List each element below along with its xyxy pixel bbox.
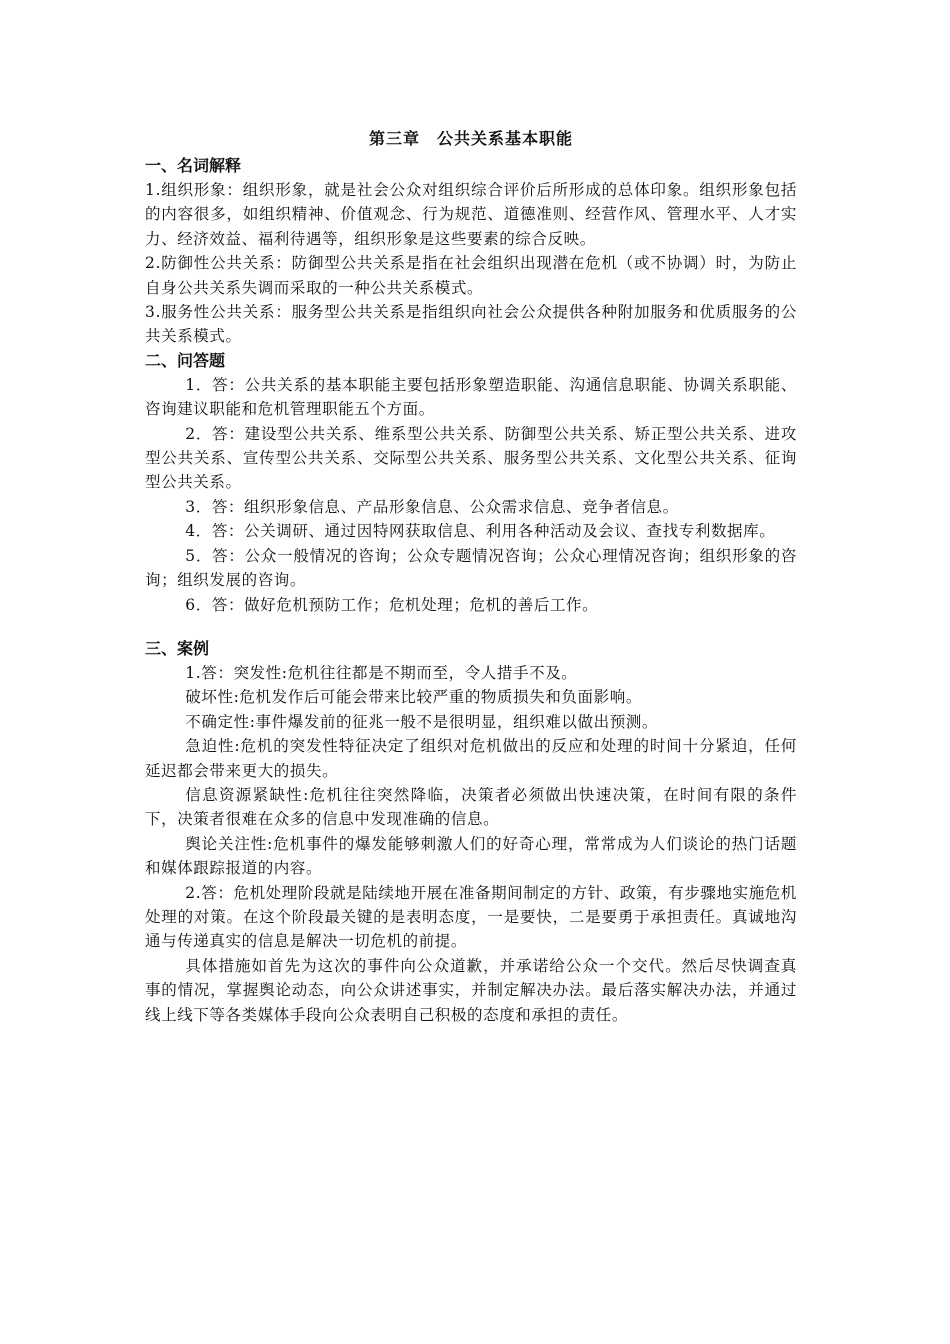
section-heading-terms: 一、名词解释	[145, 156, 242, 175]
term-organization-image: 1.组织形象：组织形象，就是社会公众对组织综合评价后所形成的总体印象。组织形象包括的内容很多，如组织精神、价值观念、行为规范、道德准则、经营作风、管理水平、人才实力、经济效益、福利待遇等，组织形象是这些要素的综合反映。	[145, 181, 797, 248]
spacer	[145, 617, 797, 637]
qa-answer-5: 5．答：公众一般情况的咨询；公众专题情况咨询；公众心理情况咨询；组织形象的咨询；组织发展的咨询。	[145, 546, 797, 590]
term-defensive-pr: 2.防御性公共关系：防御型公共关系是指在社会组织出现潜在危机（或不协调）时，为防止自身公共关系失调而采取的一种公共关系模式。	[145, 254, 797, 297]
qa-answer-4: 4．答：公关调研、通过因特网获取信息、利用各种活动及会议、查找专利数据库。	[185, 522, 776, 541]
qa-answer-1: 1．答：公共关系的基本职能主要包括形象塑造职能、沟通信息职能、协调关系职能、咨询建议职能和危机管理职能五个方面。	[145, 375, 797, 419]
case-urgency: 急迫性:危机的突发性特征决定了组织对危机做出的反应和处理的时间十分紧迫，任何延迟都会带来更大的损失。	[145, 737, 797, 780]
case-answer-2: 2.答：危机处理阶段就是陆续地开展在准备期间制定的方针、政策，有步骤地实施危机处理的对策。在这个阶段最关键的是表明态度，一是要快，二是要勇于承担责任。真诚地沟通与传递真实的信息是解决一切危机的前提。	[145, 883, 797, 951]
case-information-scarcity: 信息资源紧缺性:危机往往突然降临，决策者必须做出快速决策，在时间有限的条件下，决策者很难在众多的信息中发现准确的信息。	[145, 785, 797, 829]
case-answer-1-suddenness: 1.答：突发性:危机往往都是不期而至，令人措手不及。	[185, 663, 578, 682]
qa-answer-6: 6．答：做好危机预防工作；危机处理；危机的善后工作。	[185, 595, 599, 614]
chapter-title: 第三章 公共关系基本职能	[368, 129, 573, 148]
term-service-pr: 3.服务性公共关系：服务型公共关系是指组织向社会公众提供各种附加服务和优质服务的公共关系模式。	[145, 303, 797, 346]
document-page	[145, 128, 797, 1027]
section-heading-qa: 二、问答题	[145, 350, 226, 370]
case-destructiveness: 破坏性:危机发作后可能会带来比较严重的物质损失和负面影响。	[185, 688, 642, 707]
qa-answer-3: 3．答：组织形象信息、产品形象信息、公众需求信息、竞争者信息。	[185, 497, 679, 516]
case-public-attention: 舆论关注性:危机事件的爆发能够刺激人们的好奇心理，常常成为人们谈论的热门话题和媒体跟踪报道的内容。	[145, 834, 797, 878]
case-uncertainty: 不确定性:事件爆发前的征兆一般不是很明显，组织难以做出预测。	[185, 712, 659, 731]
qa-answer-2: 2．答：建设型公共关系、维系型公共关系、防御型公共关系、矫正型公共关系、进攻型公共关系、宣传型公共关系、交际型公共关系、服务型公共关系、文化型公共关系、征询型公共关系。	[145, 424, 797, 492]
case-specific-measures: 具体措施如首先为这次的事件向公众道歉，并承诺给公众一个交代。然后尽快调查真事的情况，掌握舆论动态，向公众讲述事实，并制定解决办法。最后落实解决办法，并通过线上线下等各类媒体手段向公众表明自己积极的态度和承担的责任。	[145, 956, 797, 1024]
section-heading-case: 三、案例	[145, 638, 210, 658]
